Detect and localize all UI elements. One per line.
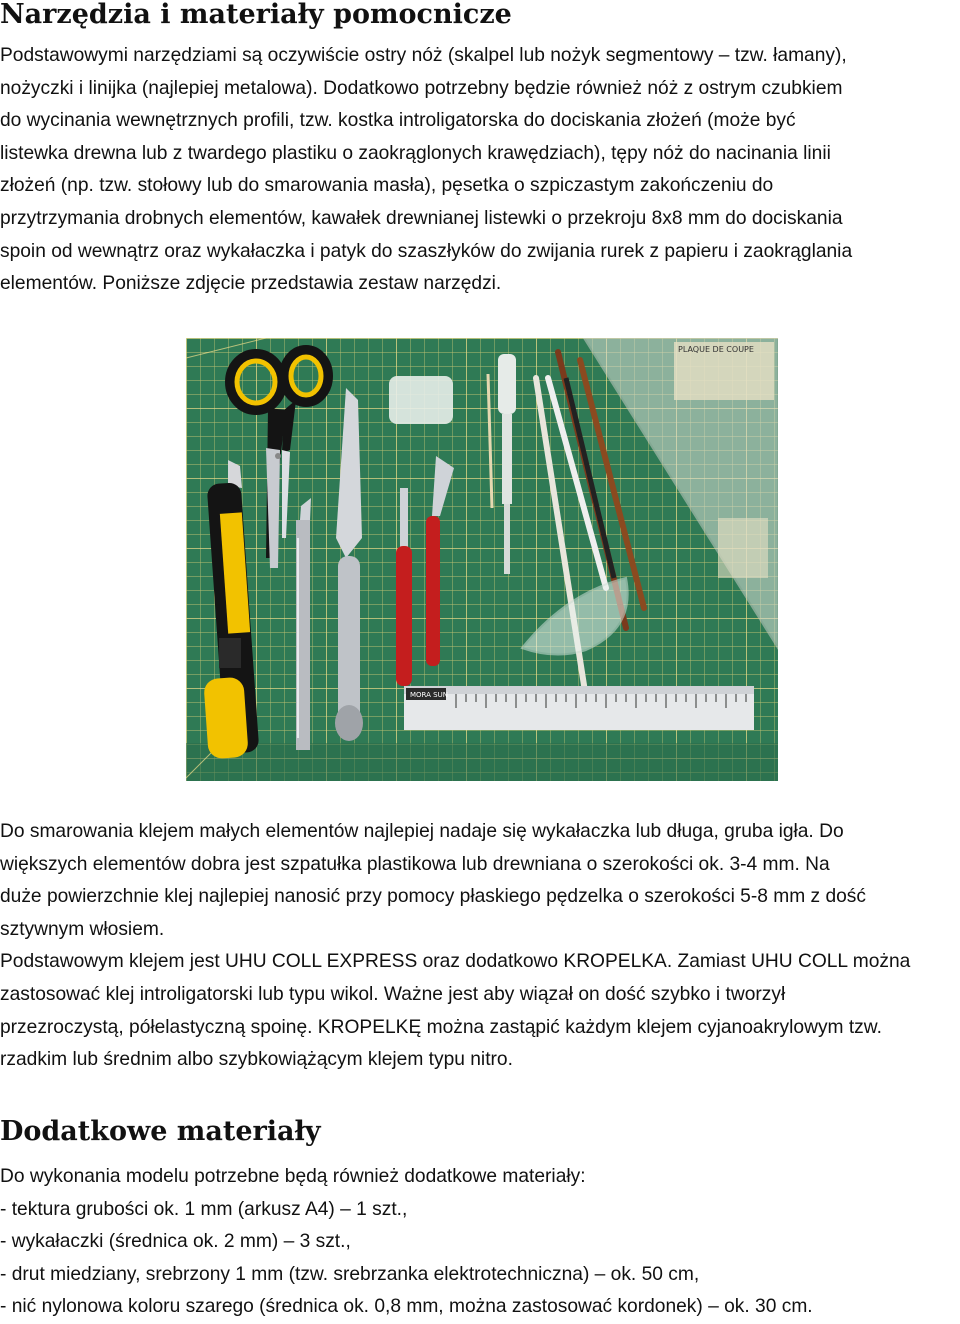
tools-photo [186,338,778,781]
text-line: do wycinania wewnętrznych profili, tzw. kostka introligatorska do dociskania złożeń (może być [0,110,796,132]
glue-paragraph [0,816,960,1077]
section-heading-materials: Dodatkowe materiały [0,1116,321,1147]
metal-ruler-icon [404,686,754,730]
intro-paragraph [0,40,960,301]
text-line: sztywnym włosiem. [0,918,165,940]
list-item: - drut miedziany, srebrzony 1 mm (tzw. srebrzanka elektrotechniczna) – ok. 50 cm, [0,1263,700,1285]
text-line: elementów. Poniższe zdjęcie przedstawia zestaw narzędzi. [0,273,502,295]
text-line: złożeń (np. tzw. stołowy lub do smarowania masła), pęsetka o szpiczastym zakończeniu do [0,175,774,197]
list-item: - tektura grubości ok. 1 mm (arkusz A4) – 1 szt., [0,1198,408,1220]
section-heading-tools: Narzędzia i materiały pomocnicze [0,0,512,30]
text-line: przytrzymania drobnych elementów, kawałek drewnianej listewki o przekroju 8x8 mm do dociskania [0,207,843,229]
burnisher-block [389,376,453,424]
text-line: duże powierzchnie klej najlepiej nanosić przy pomocy płaskiego pędzelka o szerokości 5-8 mm z dość [0,886,866,908]
text-line: Podstawowym klejem jest UHU COLL EXPRESS oraz dodatkowo KROPELKA. Zamiast UHU COLL można [0,951,911,973]
text-line: nożyczki i linijka (najlepiej metalowa). Dodatkowo potrzebny będzie również nóż z ostrym czubkiem [0,77,843,99]
text-line: zastosować klej introligatorski lub typu wikol. Ważne jest aby wiązał on dość szybko i tworzył [0,983,786,1005]
triangle-label: PLAQUE DE COUPE [678,345,754,354]
text-line: listewka drewna lub z twardego plastiku o zaokrąglonych krawędziach), tępy nóż do nacinania linii [0,142,831,164]
materials-list [0,1161,960,1324]
list-item: - nić nylonowa koloru szarego (średnica ok. 0,8 mm, można zastosować kordonek) – ok. 30 cm. [0,1296,813,1318]
text-line: Do smarowania klejem małych elementów najlepiej nadaje się wykałaczka lub długa, gruba igła. Do [0,821,844,842]
text-line: spoin od wewnątrz oraz wykałaczka i patyk do szaszłyków do zwijania rurek z papieru i zaokrąglania [0,240,853,262]
scalpel-icon [296,498,311,750]
text-line: większych elementów dobra jest szpatułka plastikowa lub drewniana o szerokości ok. 3-4 mm. Na [0,853,830,875]
text-line: rzadkim lub średnim albo szybkowiążącym klejem typu nitro. [0,1049,513,1071]
ruler-brand: MORA SUN [410,691,448,699]
list-item: - wykałaczki (średnica ok. 2 mm) – 3 szt., [0,1231,351,1253]
text-line: przezroczystą, półelastyczną spoinę. KROPELKĘ można zastąpić każdym klejem cyjanoakrylowym tzw. [0,1016,882,1038]
text-line: Podstawowymi narzędziami są oczywiście ostry nóż (skalpel lub nożyk segmentowy – tzw. łamany), [0,45,847,66]
text-line: Do wykonania modelu potrzebne będą również dodatkowe materiały: [0,1166,586,1187]
